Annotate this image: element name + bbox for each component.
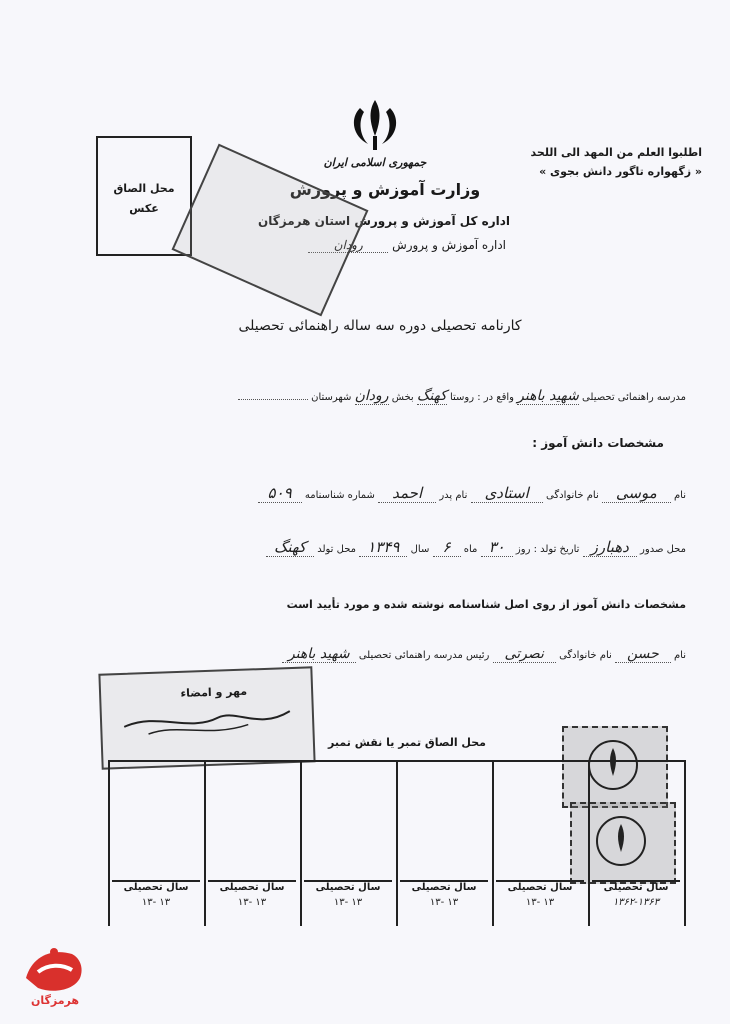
motto [482, 146, 702, 178]
seal-label: مهر و امضاء [180, 684, 248, 700]
stamp-place-label: محل الصاق تمبر یا نقش تمبر [328, 736, 486, 749]
year-label: سال تحصیلی [123, 882, 189, 893]
year-value: ۱۳ -۱۳ [525, 897, 555, 908]
principal-seal-stamp [98, 666, 315, 769]
general-office: اداره کل آموزش و پرورش استان هرمزگان [258, 214, 510, 228]
id-number-label: شماره شناسنامه [304, 490, 375, 501]
issue-place-label: محل صدور [640, 544, 686, 555]
year-value: ۱۳ -۱۳ [333, 897, 363, 908]
birthplace-value: کهنگ [266, 538, 314, 557]
school-label: مدرسه راهنمائی تحصیلی [582, 392, 686, 403]
student-family-label: نام خانوادگی [546, 490, 599, 501]
village-label: واقع در : روستا [449, 392, 514, 403]
principal-name-label: نام [673, 650, 686, 661]
academic-year-grid [108, 760, 686, 926]
birth-date-label: تاریخ تولد : روز [515, 544, 580, 555]
student-name-value: موسی [602, 484, 671, 503]
city-value-blank [238, 399, 308, 400]
verification-text: مشخصات دانش آموز از روی اصل شناسنامه نوشته شده و مورد تأیید است [286, 598, 686, 611]
birth-year-label: سال [410, 544, 430, 555]
year-value: ۱۳ -۱۳ [141, 897, 171, 908]
year-value: ۱۳ -۱۳ [237, 897, 267, 908]
office-seal-stamp [171, 144, 368, 317]
year-label: سال تحصیلی [603, 882, 669, 893]
motto-line-2: « زگهواره تاگور دانش بجوی » [539, 165, 702, 178]
birth-month-label: ماه [463, 544, 478, 555]
school-line [88, 388, 686, 404]
year-column [496, 880, 584, 926]
student-line-1 [88, 484, 686, 502]
republic-name: جمهوری اسلامی ایران [323, 156, 427, 169]
year-column [592, 880, 680, 926]
principal-name-value: حسن [615, 646, 671, 663]
photo-box-label-2: عکس [129, 202, 159, 215]
principal-school-value: شهید باهنر [282, 646, 356, 663]
id-number-value: ۵۰۹ [258, 484, 302, 503]
local-office-label: اداره آموزش و پرورش [392, 238, 506, 252]
district-value: رودان [354, 388, 389, 404]
photo-box-label: محل الصاق [113, 182, 175, 195]
document-title: کارنامه تحصیلی دوره سه ساله راهنمائی تحصیلی [238, 318, 522, 334]
student-line-2 [88, 538, 686, 556]
ministry-title: وزارت آموزش و پرورش [289, 180, 481, 199]
student-name-label: نام [673, 490, 686, 501]
year-value: ۱۳۶۲-۱۳۶۳ [612, 897, 660, 908]
principal-line [88, 646, 686, 662]
iran-emblem-icon [342, 96, 408, 154]
year-column [112, 880, 200, 926]
year-value: ۱۳ -۱۳ [429, 897, 459, 908]
principal-family-value: نصرتی [493, 646, 556, 663]
birth-month-value: ۶ [433, 538, 461, 557]
year-label: سال تحصیلی [315, 882, 381, 893]
year-column [208, 880, 296, 926]
year-label: سال تحصیلی [219, 882, 285, 893]
year-label: سال تحصیلی [411, 882, 477, 893]
local-office-value: رودان [308, 238, 388, 253]
birth-day-value: ۳۰ [481, 538, 513, 557]
district-label: بخش [391, 392, 414, 403]
student-section-title: مشخصات دانش آموز : [532, 436, 664, 450]
school-value: شهید باهنر [517, 388, 579, 404]
city-label: شهرستان [311, 392, 352, 403]
principal-role-label: رئیس مدرسه راهنمائی تحصیلی [358, 650, 490, 661]
birthplace-label: محل تولد [317, 544, 357, 555]
student-family-value: استادی [471, 484, 543, 503]
father-name-value: احمد [378, 484, 436, 503]
issue-place-value: دهبارز [583, 538, 637, 557]
birth-year-value: ۱۳۴۹ [359, 538, 407, 557]
year-label: سال تحصیلی [507, 882, 573, 893]
village-value: کهنگ [416, 388, 447, 404]
father-name-label: نام پدر [439, 490, 468, 501]
signature-mark [117, 699, 298, 745]
logo-region-text: هرمزگان [30, 994, 80, 1007]
motto-line-1: اطلبوا العلم من المهد الی اللحد [530, 146, 702, 159]
year-column [304, 880, 392, 926]
year-column [400, 880, 488, 926]
principal-family-label: نام خانوادگی [559, 650, 612, 661]
